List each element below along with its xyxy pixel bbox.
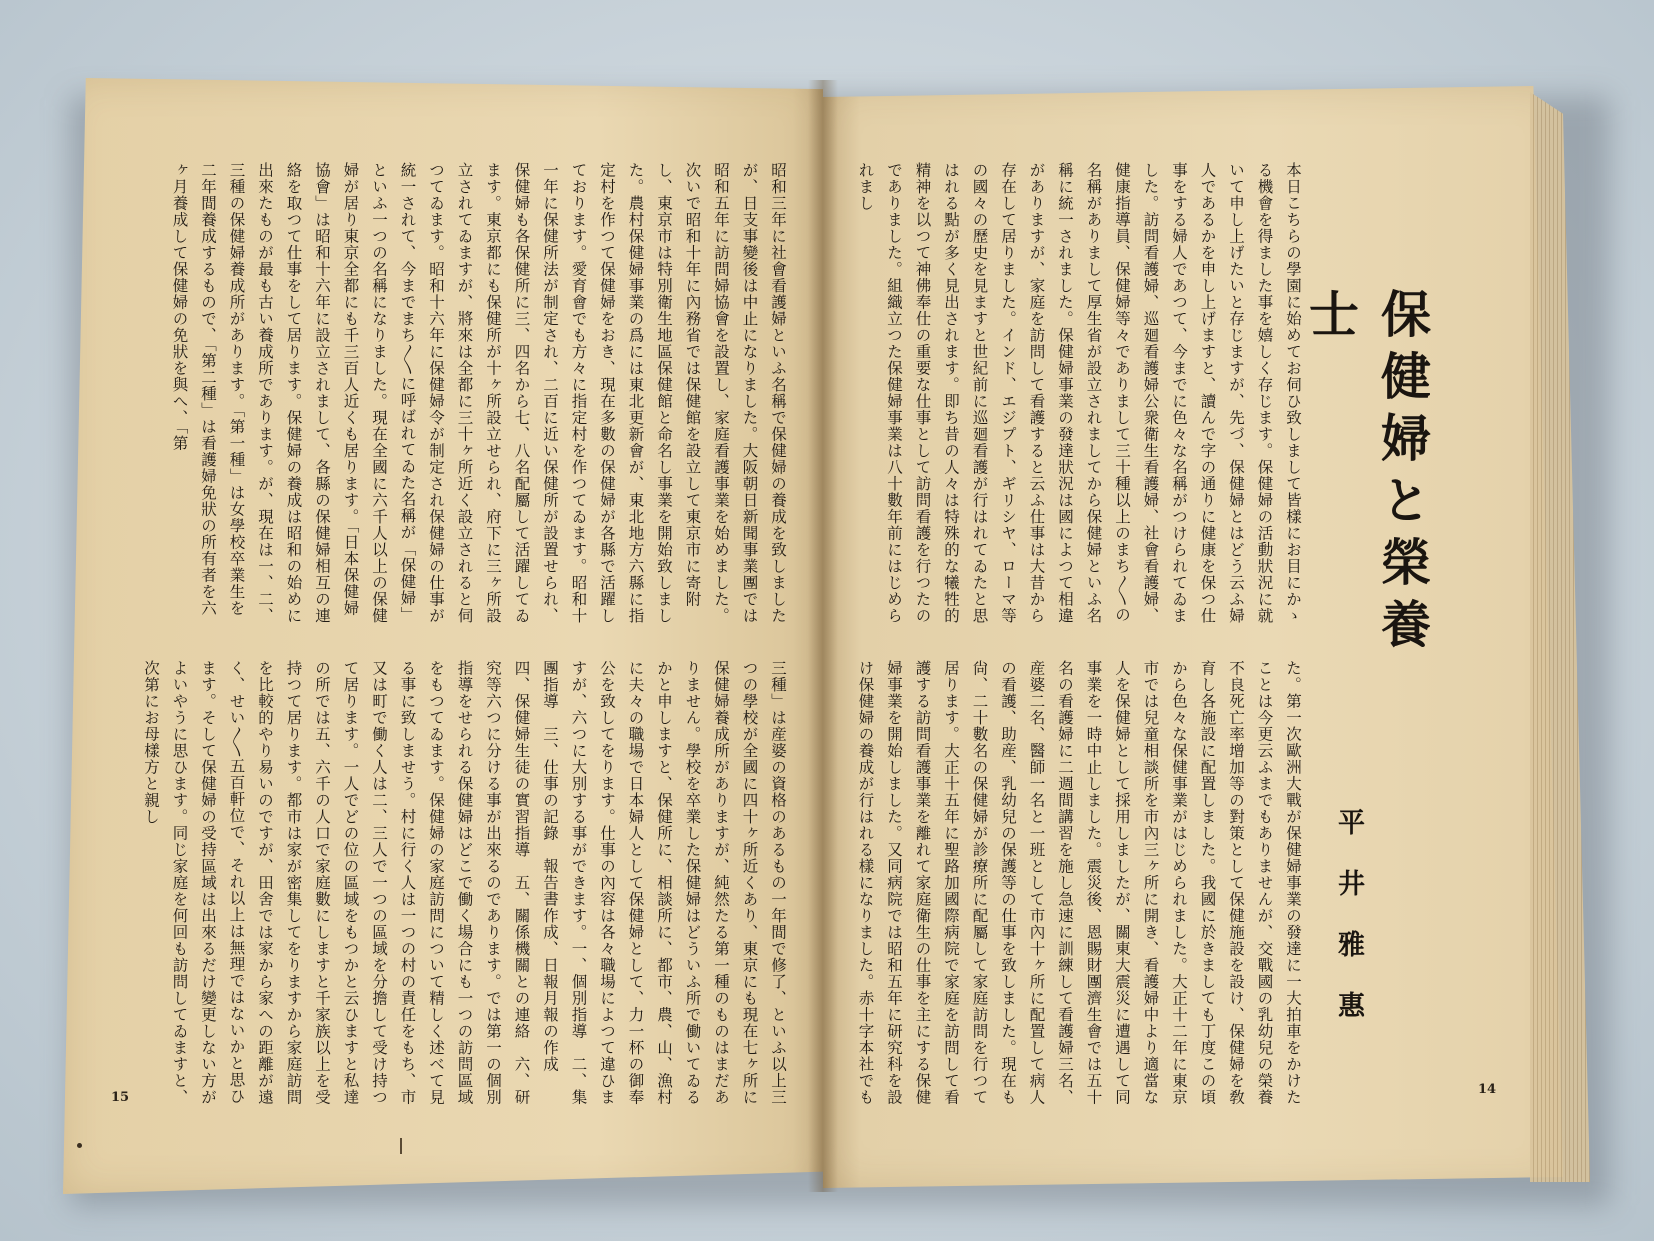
right-top-text: 本日こちらの學園に始めてお伺ひ致しまして皆樣にお目にかゝる機會を得ました事を嬉しく存じます。保健婦の活動狀況に就いて申し上げたいと存じますが、先づ、保健婦とはどう云ふ婦人であるかを申し上げますと、讀んで字の通りに健康を保つ仕事をする婦人であつて、今までに色々な名稱がつけられてゐました。訪問看護婦、巡廻看護婦公衆衛生看護婦、社會看護婦、健康指導員、保健婦等々でありまして三十種以上のまち〳〵の名稱がありまして厚生省が設立されましてから保健婦といふ名稱に統一されました。保健婦事業の發達狀況は國によつて相違がありますが、家庭を訪問して看護すると云ふ仕事は大昔から存在して居りました。インド、エジプト、ギリシヤ、ローマ等の國々の歷史を見ますと世紀前に巡廻看護が行はれてゐたと思はれる點が多く見出されます。即ち昔の人々は特殊的な犧牲的精神を以つて神佛奉仕の重要な仕事として訪問看護を行つたのでありました。組織立つた保健婦事業は八十數年前にはじめられまし xyxy=(856,162,1302,624)
right-bottom-text: た。第一次歐洲大戰が保健婦事業の發達に一大拍車をかけたことは今更云ふまでもありませんが、交戰國の乳幼兒の榮養不良死亡率增加等の對策として保健施設を設け、保健婦を敎育し各施設に配置しました。我國に於きましても丁度この頃から色々な保健事業がはじめられました。大正十二年に東京市では兒童相談所を市內三ヶ所に開き、看護婦中より適當な人を保健婦として採用しましたが、關東大震災に遭遇して同事業を一時中止しました。震災後、恩賜財團濟生會では五十名の看護婦に二週間講習を施し急速に訓練して看護婦三名、産婆二名、醫師一名と一班として市內十ヶ所に配置して病人の看護、助産、乳幼兒の保護等の仕事を致しました。現在も尙、二十數名の保健婦が診療所に配屬して家庭訪問を行つて居ります。大正十五年に聖路加國際病院で家庭を訪問して看護する訪問看護事業を離れて家庭衛生の仕事を主にする保健婦事業を開始しました。又同病院では昭和五年に研究科を設け保健婦の養成が行はれる樣になりました。赤十字本社でも xyxy=(856,660,1302,1106)
page-number-right: 14 xyxy=(1478,1082,1497,1097)
book-gutter xyxy=(808,80,838,1192)
pencil-mark xyxy=(400,1138,402,1154)
article-author: 平井雅惠 xyxy=(1333,808,1364,1052)
left-top-text: 昭和三年に社會看護婦といふ名稱で保健婦の養成を致しましたが、日支事變後は中止になりました。大阪朝日新聞事業團では昭和五年に訪問婦協會を設置し、家庭看護事業を始めました。次いで昭和十年に內務省では保健館を設立して東京市に寄附し、東京市は特別衛生地區保健館と命名し事業を開始致しました。農村保健婦事業の爲には東北更新會が、東北地方六縣に指定村を作つて保健婦をおき、現在多數の保健婦が各縣で活躍しております。愛育會でも方々に指定村を作つてゐます。昭和十一年に保健所法が制定され、二百に近い保健所が設置せられ、保健婦も各保健所に三、四名から七、八名配屬して活躍してゐます。東京都にも保健所が十ヶ所設立せられ、府下に三ヶ所設立されてゐますが、將來は全都に三十ヶ所近く設立されると伺つてゐます。昭和十六年に保健婦令が制定され保健婦の仕事が統一されて、今までまち〳〵に呼ばれてゐた名稱が「保健婦」といふ一つの名稱になりました。現在全國に六千人以上の保健婦が居り東京全都にも千三百人近くも居ります。「日本保健婦協會」は昭和十六年に設立されまして、各縣の保健婦相互の連絡を取つて仕事をして居ります。保健婦の養成は昭和の始めに出來たものが最も古い養成所であります。が、現在は一、二、三種の保健婦養成所があります。「第一種」は女學校卒業生を二年間養成するもので、「第二種」は看護婦免狀の所有者を六ヶ月養成して保健婦の免狀を與へ、「第 xyxy=(170,162,787,624)
page-number-left: 15 xyxy=(111,1090,130,1105)
left-bottom-text: 三種」は産婆の資格のあるもの一年間で修了、といふ以上三つの學校が全國に四十ヶ所近くあり、東京にも現在七ヶ所に保健婦養成所がありますが、純然たる第一種のものはまだありません。學校を卒業した保健婦はどういふ所で働いてゐるかと申しますと、保健所に、相談所に、都市、農、山、漁村に夫々の職場で日本婦人として保健婦として、力一杯の御奉公を致してをります。仕事の內容は各々職場によつて違ひますが、六つに大別する事ができます。一、個別指導 二、集團指導 三、仕事の記錄 報告書作成、日報月報の作成 四、保健婦生徒の實習指導 五、關係機關との連絡 六、研究等六つに分ける事が出來るのであります。では第一の個別指導をせられる保健婦はどこで働く場合にも一つの訪問區域をもつてゐます。保健婦の家庭訪問について精しく述べて見る事に致しませう。村に行く人は一つの村の責任をもち、市又は町で働く人は二、三人で一つの區域を分擔して受け持つて居ります。一人でどの位の區域をもつかと云ひますと私達の所では五、六千の人口で家庭數にしますと千家族以上を受持つて居ります。都市は家が密集してをりますから家庭訪問を比較的やり易いのですが、田舍では家から家への距離が遠く、せい〳〵五百軒位で、それ以上は無理ではないかと思ひます。そして保健婦の受持區域は出來るだけ變更しない方がよいやうに思ひます。同じ家庭を何回も訪問してゐますと、次第にお母樣方と親し xyxy=(142,660,787,1106)
article-title: 保健婦と榮養士 xyxy=(1301,288,1432,660)
ink-dot xyxy=(77,1143,82,1148)
